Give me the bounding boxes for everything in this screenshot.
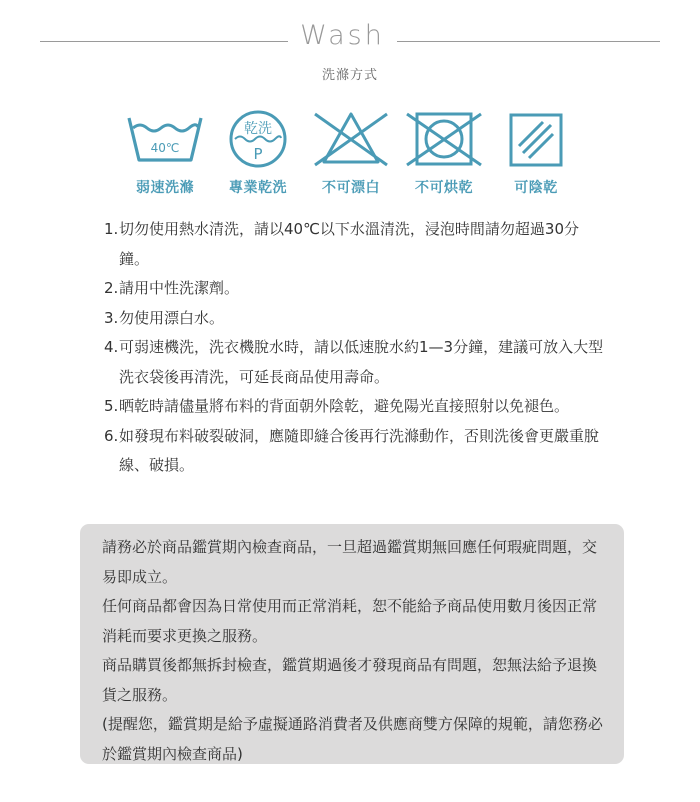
- dryclean-label: 專業乾洗: [229, 180, 287, 196]
- page-subtitle: 洗滌方式: [321, 68, 378, 83]
- wash-label: 弱速洗滌: [136, 180, 194, 196]
- page-header: [0, 18, 700, 88]
- care-item-no-bleach: [306, 108, 396, 198]
- no-tumble-label: 不可烘乾: [415, 180, 473, 196]
- page-title: Wash: [300, 20, 385, 51]
- item-text: 勿使用漂白水。: [119, 308, 225, 327]
- care-item-dryclean: [213, 108, 303, 198]
- care-item-wash: [120, 108, 210, 198]
- list-item: [104, 392, 604, 422]
- inspection-notice-box: [80, 524, 624, 764]
- shade-dry-label: 可陰乾: [514, 180, 558, 196]
- item-text: 如發現布料破裂破洞，應隨即縫合後再行洗滌動作，否則洗後會更嚴重脫線、破損。: [119, 426, 600, 474]
- shade-dry-icon: [491, 108, 581, 170]
- item-number: 4.: [104, 338, 119, 356]
- item-number: 6.: [104, 426, 119, 445]
- no-bleach-label: 不可漂白: [322, 180, 380, 196]
- list-item: [104, 304, 604, 334]
- svg-text:40℃: 40℃: [150, 141, 180, 155]
- list-item: [104, 215, 604, 274]
- svg-text:P: P: [253, 145, 263, 163]
- care-item-shade-dry: [491, 108, 581, 198]
- no-bleach-icon: [306, 108, 396, 170]
- item-text: 切勿使用熱水清洗，請以40℃以下水溫清洗，浸泡時間請勿超過30分鐘。: [119, 220, 580, 268]
- no-tumble-dry-icon: [399, 108, 489, 170]
- header-divider-left: [40, 41, 288, 42]
- care-item-no-tumble: [399, 108, 489, 198]
- list-item: [104, 274, 604, 304]
- care-icons-row: [0, 108, 700, 198]
- notice-paragraph: 請務必於商品鑑賞期內檢查商品，一旦超過鑑賞期無回應任何瑕疵問題，交易即成立。: [102, 538, 598, 586]
- item-number: 3.: [104, 308, 119, 327]
- wash-40-icon: [120, 108, 210, 170]
- list-item: [104, 422, 604, 481]
- item-text: 可弱速機洗，洗衣機脫水時，請以低速脫水約1—3分鐘，建議可放入大型洗衣袋後再清洗，可延長商品使用壽命。: [119, 338, 604, 386]
- list-item: [104, 333, 604, 392]
- wash-instructions-list: [104, 215, 604, 481]
- item-text: 晒乾時請儘量將布料的背面朝外陰乾，避免陽光直接照射以免褪色。: [119, 397, 570, 415]
- item-number: 1.: [104, 220, 119, 238]
- header-divider-right: [397, 41, 660, 42]
- item-number: 5.: [104, 397, 119, 415]
- notice-paragraph: (提醒您，鑑賞期是給予虛擬通路消費者及供應商雙方保障的規範，請您務必於鑑賞期內檢查商品): [102, 715, 603, 763]
- notice-paragraph: 商品購買後都無拆封檢查，鑑賞期過後才發現商品有問題，恕無法給予退換貨之服務。: [102, 656, 598, 704]
- item-text: 請用中性洗潔劑。: [119, 279, 240, 297]
- item-number: 2.: [104, 279, 119, 297]
- notice-paragraph: 任何商品都會因為日常使用而正常消耗，恕不能給予商品使用數月後因正常消耗而要求更換之服務。: [102, 597, 598, 645]
- svg-text:乾洗: 乾洗: [244, 121, 272, 137]
- dry-clean-p-icon: [213, 108, 303, 170]
